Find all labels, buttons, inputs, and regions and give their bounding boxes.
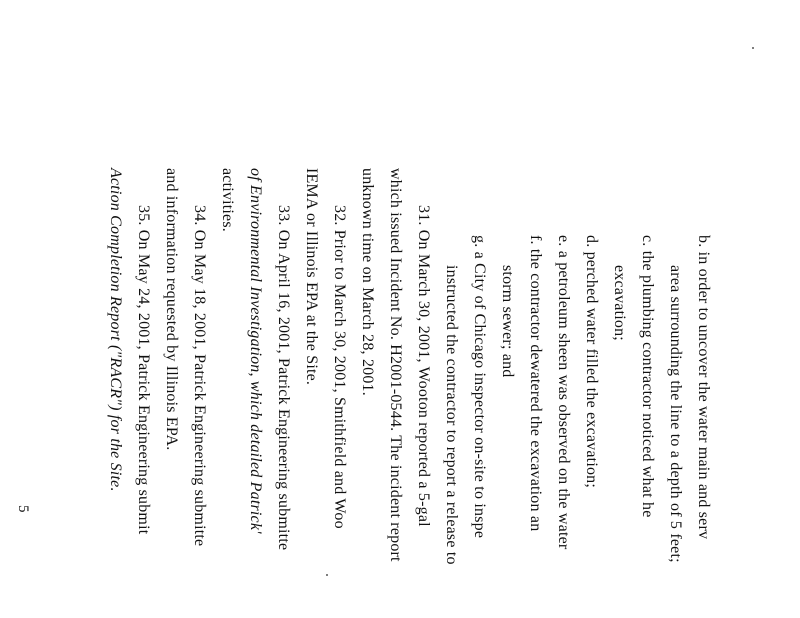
text-line: storm sewer; and bbox=[499, 265, 516, 378]
text-line: IEMA or Illinois EPA at the Site. bbox=[303, 168, 320, 386]
text-line: b. in order to uncover the water main and serv bbox=[695, 235, 712, 540]
text-line: Action Completion Report ("RACR") for the Site. bbox=[107, 168, 124, 492]
text-line: d. perched water filled the excavation; bbox=[583, 235, 600, 489]
text-line: 35. On May 24, 2001, Patrick Engineering submit bbox=[135, 205, 152, 535]
text-line: f. the contractor dewatered the excavation an bbox=[527, 235, 544, 532]
text-line: which issued Incident No. H2001-0544. The incident report bbox=[387, 168, 404, 562]
text-line: area surrounding the line to a depth of 5 feet; bbox=[667, 265, 684, 563]
text-line: excavation; bbox=[611, 265, 628, 341]
text-line: 33. On April 16, 2001, Patrick Engineering submitte bbox=[275, 205, 292, 551]
text-line: instructed the contractor to report a release to bbox=[443, 265, 460, 565]
scan-speck bbox=[326, 574, 328, 576]
text-line: of Environmental Investigation, which detailed Patrick' bbox=[247, 168, 264, 534]
scan-speck bbox=[752, 47, 754, 49]
text-line: e. a petroleum sheen was observed on the water bbox=[555, 235, 572, 550]
text-line: activities. bbox=[219, 168, 236, 232]
text-line: and information requested by Illinois EPA. bbox=[163, 168, 180, 451]
text-line: 32. Prior to March 30, 2001, Smithfield and Woo bbox=[331, 205, 348, 529]
text-line: 31. On March 30, 2001, Wooton reported a 5-gal bbox=[415, 205, 432, 527]
page-number: 5 bbox=[15, 505, 31, 513]
text-line: 34. On May 18, 2001, Patrick Engineering submitte bbox=[191, 205, 208, 547]
text-line: unknown time on March 28, 2001. bbox=[359, 168, 376, 396]
text-line: c. the plumbing contractor noticed what he bbox=[639, 235, 656, 518]
text-line: g. a City of Chicago inspector on-site to inspe bbox=[471, 235, 488, 539]
